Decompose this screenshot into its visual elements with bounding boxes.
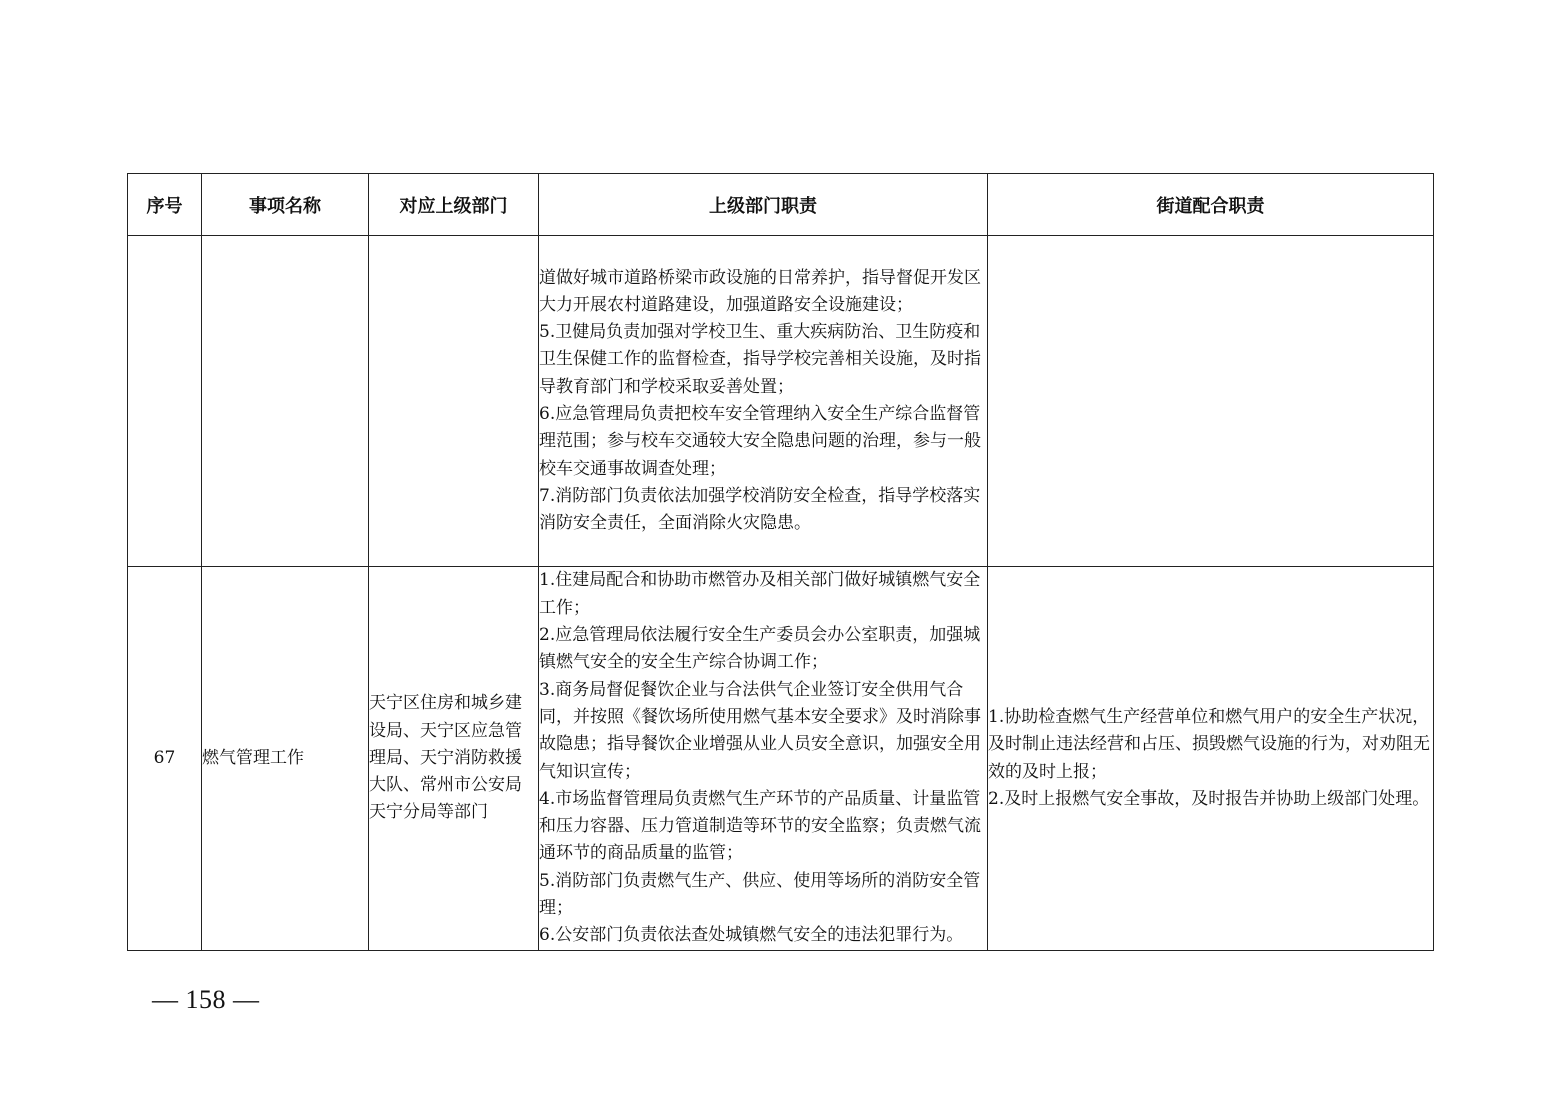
responsibility-table	[127, 173, 1434, 951]
table-row	[128, 567, 1434, 951]
duty-item: 5.消防部门负责燃气生产、供应、使用等场所的消防安全管理；	[539, 870, 981, 918]
duty-item: 1.住建局配合和协助市燃管办及相关部门做好城镇燃气安全工作；	[539, 570, 981, 618]
header-upper-duties: 上级部门职责	[539, 174, 988, 236]
row-department: 天宁区住房和城乡建设局、天宁区应急管理局、天宁消防救援大队、常州市公安局天宁分局等部门	[369, 567, 539, 951]
duty-item: 道做好城市道路桥梁市政设施的日常养护，指导督促开发区大力开展农村道路建设，加强道路安全设施建设；	[539, 267, 981, 315]
header-department: 对应上级部门	[369, 174, 539, 236]
duty-item: 2.应急管理局依法履行安全生产委员会办公室职责，加强城镇燃气安全的安全生产综合协调工作；	[539, 625, 981, 673]
header-number: 序号	[128, 174, 202, 236]
header-item-name: 事项名称	[202, 174, 369, 236]
row-item-name: 燃气管理工作	[202, 567, 369, 951]
header-street-duties: 街道配合职责	[988, 174, 1434, 236]
page-number: — 158 —	[152, 985, 260, 1014]
row-item-name	[202, 236, 369, 567]
duty-item: 4.市场监督管理局负责燃气生产环节的产品质量、计量监管和压力容器、压力管道制造等环节的安全监察；负责燃气流通环节的商品质量的监管；	[539, 788, 981, 864]
duty-item: 2.及时上报燃气安全事故，及时报告并协助上级部门处理。	[988, 788, 1430, 809]
row-department	[369, 236, 539, 567]
row-street-duties	[988, 236, 1434, 567]
duty-item: 3.商务局督促餐饮企业与合法供气企业签订安全供用气合同，并按照《餐饮场所使用燃气基本安全要求》及时消除事故隐患；指导餐饮企业增强从业人员安全意识，加强安全用气知识宣传；	[539, 679, 981, 782]
row-number: 67	[128, 567, 202, 951]
table-header-row	[128, 174, 1434, 236]
duty-item: 7.消防部门负责依法加强学校消防安全检查，指导学校落实消防安全责任，全面消除火灾隐患。	[539, 485, 981, 534]
duty-item: 5.卫健局负责加强对学校卫生、重大疾病防治、卫生防疫和卫生保健工作的监督检查，指导学校完善相关设施，及时指导教育部门和学校采取妥善处置；	[539, 322, 981, 397]
row-number	[128, 236, 202, 567]
table-row	[128, 236, 1434, 567]
row-street-duties	[988, 567, 1434, 951]
duty-item: 6.应急管理局负责把校车安全管理纳入安全生产综合监督管理范围；参与校车交通较大安全隐患问题的治理，参与一般校车交通事故调查处理；	[539, 404, 981, 479]
row-upper-duties	[539, 236, 988, 567]
row-upper-duties	[539, 567, 988, 951]
duty-item: 1.协助检查燃气生产经营单位和燃气用户的安全生产状况，及时制止违法经营和占压、损毁燃气设施的行为，对劝阻无效的及时上报；	[988, 706, 1430, 782]
duty-item: 6.公安部门负责依法查处城镇燃气安全的违法犯罪行为。	[539, 925, 964, 946]
